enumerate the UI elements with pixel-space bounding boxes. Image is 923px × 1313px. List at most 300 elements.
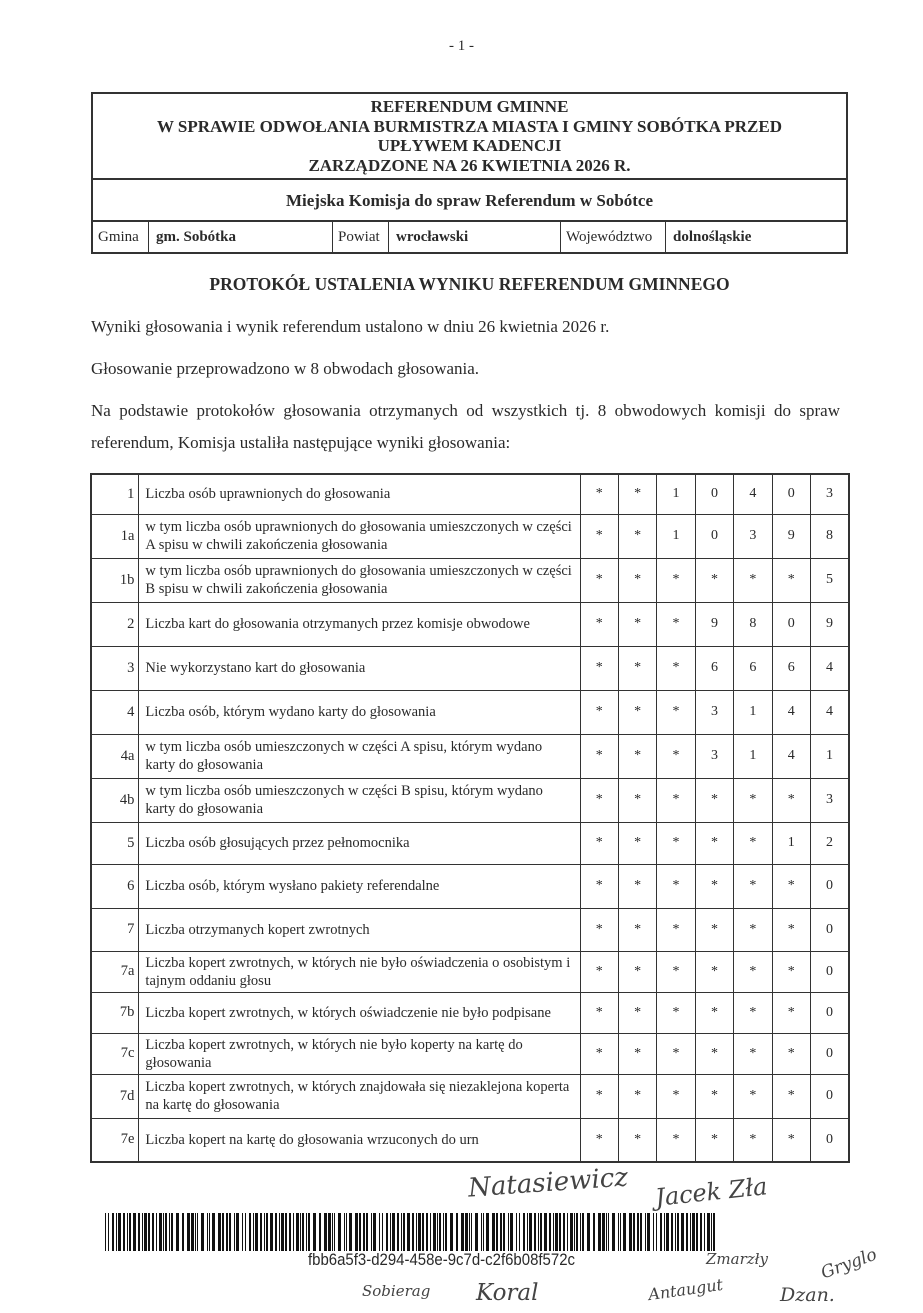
table-row xyxy=(91,1118,849,1162)
row-number: 1b xyxy=(91,558,139,602)
barcode-bar xyxy=(496,1213,498,1251)
barcode-bar xyxy=(275,1213,277,1251)
barcode-bar xyxy=(346,1213,347,1251)
digit-cell: * xyxy=(657,822,695,864)
barcode-bar xyxy=(255,1213,258,1251)
protocol-title: PROTOKÓŁ USTALENIA WYNIKU REFERENDUM GMINNEGO xyxy=(209,274,730,294)
barcode-bar xyxy=(379,1213,380,1251)
digit-cell: * xyxy=(618,951,656,992)
digit-cell: * xyxy=(734,992,772,1033)
table-row xyxy=(91,474,849,514)
digit-cell: 5 xyxy=(810,558,849,602)
digit-cell: 6 xyxy=(734,646,772,690)
barcode-bar xyxy=(334,1213,335,1251)
row-number: 2 xyxy=(91,602,139,646)
row-description: Liczba osób uprawnionych do głosowania xyxy=(139,474,580,514)
digit-cell: 1 xyxy=(734,690,772,734)
digit-cell: * xyxy=(657,558,695,602)
barcode-bar xyxy=(212,1213,215,1251)
barcode-bar xyxy=(656,1213,657,1251)
digit-cell: * xyxy=(734,1118,772,1162)
barcode-bar xyxy=(148,1213,150,1251)
digit-cell: * xyxy=(618,558,656,602)
barcode-bar xyxy=(226,1213,228,1251)
barcode-bar xyxy=(618,1213,619,1251)
barcode-bar xyxy=(253,1213,254,1251)
digit-cell: * xyxy=(734,864,772,908)
barcode-bar xyxy=(606,1213,607,1251)
barcode-bar xyxy=(390,1213,391,1251)
digit-cell: 3 xyxy=(734,514,772,558)
barcode-bar xyxy=(386,1213,388,1251)
barcode-bar xyxy=(371,1213,372,1251)
barcode-bar xyxy=(373,1213,376,1251)
title-line: REFERENDUM GMINNE xyxy=(370,97,569,116)
barcode-bar xyxy=(508,1213,509,1251)
row-number: 1 xyxy=(91,474,139,514)
digit-cell: * xyxy=(580,992,618,1033)
digit-cell: * xyxy=(772,951,810,992)
barcode-bar xyxy=(289,1213,291,1251)
digit-cell: * xyxy=(618,514,656,558)
row-description: w tym liczba osób uprawnionych do głosowania umieszczonych w części B spisu w chwili zakończenia głosowania xyxy=(139,558,580,602)
barcode-bar xyxy=(704,1213,705,1251)
digit-cell: 0 xyxy=(810,1033,849,1074)
digit-cell: * xyxy=(657,646,695,690)
digit-cell: * xyxy=(580,951,618,992)
barcode-bar xyxy=(264,1213,265,1251)
barcode-bar xyxy=(105,1213,106,1251)
barcode-bar xyxy=(118,1213,121,1251)
barcode-bar xyxy=(300,1213,301,1251)
barcode-bar xyxy=(222,1213,224,1251)
barcode-bar xyxy=(602,1213,605,1251)
barcode-bar xyxy=(169,1213,170,1251)
barcode-bar xyxy=(285,1213,287,1251)
digit-cell: * xyxy=(734,908,772,951)
barcode-bar xyxy=(544,1213,547,1251)
referendum-header xyxy=(91,92,848,254)
digit-cell: 2 xyxy=(810,822,849,864)
barcode-bar xyxy=(593,1213,595,1251)
row-number: 4 xyxy=(91,690,139,734)
barcode-bar xyxy=(483,1213,484,1251)
digit-cell: * xyxy=(618,778,656,822)
digit-cell: * xyxy=(618,734,656,778)
barcode-bar xyxy=(382,1213,383,1251)
digit-cell: * xyxy=(580,602,618,646)
barcode-bar xyxy=(332,1213,333,1251)
wojewodztwo-value: dolnośląskie xyxy=(673,229,752,245)
digit-cell: 3 xyxy=(695,734,733,778)
commission-name: Miejska Komisja do spraw Referendum w Sobótce xyxy=(93,180,846,222)
digit-cell: * xyxy=(734,1033,772,1074)
digit-cell: 0 xyxy=(810,1118,849,1162)
barcode-bar xyxy=(187,1213,190,1251)
barcode-bar xyxy=(296,1213,299,1251)
digit-cell: 0 xyxy=(695,514,733,558)
barcode-bar xyxy=(660,1213,662,1251)
row-number: 7c xyxy=(91,1033,139,1074)
digit-cell: * xyxy=(618,822,656,864)
signature: Jacek Zła xyxy=(653,1172,769,1212)
digit-cell: * xyxy=(618,992,656,1033)
barcode-bar xyxy=(629,1213,632,1251)
barcode-bar xyxy=(582,1213,584,1251)
digit-cell: * xyxy=(580,474,618,514)
barcode-bar xyxy=(403,1213,405,1251)
barcode-bar xyxy=(492,1213,495,1251)
digit-cell: 4 xyxy=(810,690,849,734)
barcode-bar xyxy=(401,1213,402,1251)
barcode-bar xyxy=(640,1213,642,1251)
results-table xyxy=(90,473,850,1163)
digit-cell: * xyxy=(618,474,656,514)
barcode-bar xyxy=(112,1213,114,1251)
digit-cell: 4 xyxy=(772,690,810,734)
barcode-bar xyxy=(707,1213,710,1251)
row-description: Liczba kart do głosowania otrzymanych przez komisje obwodowe xyxy=(139,602,580,646)
barcode-bar xyxy=(426,1213,428,1251)
barcode-bar xyxy=(633,1213,635,1251)
barcode-bar xyxy=(359,1213,361,1251)
digit-cell: * xyxy=(580,1033,618,1074)
digit-cell: * xyxy=(695,558,733,602)
row-description: w tym liczba osób uprawnionych do głosowania umieszczonych w części A spisu w chwili zakończenia głosowania xyxy=(139,514,580,558)
barcode-bar xyxy=(123,1213,125,1251)
barcode-bar xyxy=(471,1213,472,1251)
row-number: 1a xyxy=(91,514,139,558)
barcode-bar xyxy=(671,1213,673,1251)
barcode-bar xyxy=(197,1213,198,1251)
basis-paragraph: Na podstawie protokołów głosowania otrzymanych od wszystkich tj. 8 obwodowych komisji do spraw referendum, Komisja ustaliła następujące wyniki głosowania: xyxy=(91,401,840,452)
table-row xyxy=(91,646,849,690)
row-number: 6 xyxy=(91,864,139,908)
digit-cell: 0 xyxy=(810,908,849,951)
barcode-bar xyxy=(519,1213,520,1251)
table-row xyxy=(91,1074,849,1118)
barcode-bar xyxy=(481,1213,482,1251)
row-number: 5 xyxy=(91,822,139,864)
barcode-bar xyxy=(503,1213,505,1251)
barcode-bar xyxy=(249,1213,251,1251)
signature: Gryglo xyxy=(818,1244,880,1284)
barcode-bar xyxy=(392,1213,395,1251)
row-description: Liczba otrzymanych kopert zwrotnych xyxy=(139,908,580,951)
digit-cell: 4 xyxy=(810,646,849,690)
digit-cell: * xyxy=(772,908,810,951)
barcode-bar xyxy=(416,1213,417,1251)
digit-cell: * xyxy=(772,992,810,1033)
signature: Antaugut xyxy=(647,1274,725,1305)
barcode-bar xyxy=(182,1213,184,1251)
table-row xyxy=(91,690,849,734)
digit-cell: * xyxy=(580,822,618,864)
digit-cell: * xyxy=(695,864,733,908)
digit-cell: 4 xyxy=(734,474,772,514)
digit-cell: 9 xyxy=(810,602,849,646)
digit-cell: 0 xyxy=(810,992,849,1033)
barcode-bar xyxy=(159,1213,162,1251)
digit-cell: * xyxy=(580,558,618,602)
digit-cell: * xyxy=(580,514,618,558)
gmina-value: gm. Sobótka xyxy=(149,222,333,252)
barcode-bar xyxy=(608,1213,609,1251)
barcode-bar xyxy=(559,1213,561,1251)
digit-cell: * xyxy=(657,1074,695,1118)
row-number: 4a xyxy=(91,734,139,778)
barcode-bar xyxy=(700,1213,702,1251)
digit-cell: * xyxy=(657,951,695,992)
digit-cell: * xyxy=(734,558,772,602)
digit-cell: * xyxy=(695,1033,733,1074)
barcode-bar xyxy=(270,1213,273,1251)
barcode-bar xyxy=(209,1213,210,1251)
digit-cell: * xyxy=(734,822,772,864)
digit-cell: 0 xyxy=(695,474,733,514)
barcode-bar xyxy=(218,1213,221,1251)
signature: Natasiewicz xyxy=(467,1162,629,1204)
barcode-bar xyxy=(129,1213,131,1251)
digit-cell: * xyxy=(580,864,618,908)
barcode-bar xyxy=(293,1213,294,1251)
digit-cell: * xyxy=(772,864,810,908)
barcode-bar xyxy=(456,1213,458,1251)
row-description: Liczba kopert zwrotnych, w których oświadczenie nie było podpisane xyxy=(139,992,580,1033)
digit-cell: * xyxy=(734,951,772,992)
barcode xyxy=(105,1213,720,1251)
row-number: 3 xyxy=(91,646,139,690)
barcode-bar xyxy=(266,1213,268,1251)
signature: Koral xyxy=(476,1280,539,1306)
barcode-bar xyxy=(465,1213,468,1251)
barcode-bar xyxy=(171,1213,173,1251)
title-line: UPŁYWEM KADENCJI xyxy=(377,136,562,155)
digit-cell: 8 xyxy=(734,602,772,646)
barcode-bar xyxy=(549,1213,551,1251)
barcode-bar xyxy=(229,1213,231,1251)
barcode-bar xyxy=(234,1213,235,1251)
digit-cell: 0 xyxy=(772,474,810,514)
barcode-bar xyxy=(355,1213,358,1251)
barcode-bar xyxy=(443,1213,444,1251)
table-row xyxy=(91,514,849,558)
barcode-bar xyxy=(308,1213,310,1251)
digit-cell: 1 xyxy=(772,822,810,864)
barcode-bar xyxy=(580,1213,581,1251)
barcode-bar xyxy=(245,1213,246,1251)
signature: Zmarzły xyxy=(706,1250,768,1268)
barcode-bar xyxy=(236,1213,239,1251)
digit-cell: 4 xyxy=(772,734,810,778)
row-description: Nie wykorzystano kart do głosowania xyxy=(139,646,580,690)
barcode-bar xyxy=(653,1213,654,1251)
barcode-bar xyxy=(666,1213,669,1251)
barcode-bar xyxy=(422,1213,424,1251)
barcode-bar xyxy=(690,1213,691,1251)
barcode-bar xyxy=(165,1213,167,1251)
barcode-bar xyxy=(500,1213,502,1251)
row-number: 4b xyxy=(91,778,139,822)
barcode-bar xyxy=(418,1213,421,1251)
digit-cell: * xyxy=(734,778,772,822)
digit-cell: * xyxy=(580,778,618,822)
districts-paragraph: Głosowanie przeprowadzono w 8 obwodach głosowania. xyxy=(91,359,480,378)
digit-cell: * xyxy=(657,1118,695,1162)
table-row xyxy=(91,734,849,778)
digit-cell: * xyxy=(657,778,695,822)
powiat-value: wrocławski xyxy=(389,222,561,252)
barcode-bar xyxy=(437,1213,438,1251)
location-row xyxy=(93,222,846,252)
row-description: w tym liczba osób umieszczonych w części A spisu, którym wydano karty do głosowania xyxy=(139,734,580,778)
barcode-text: fbb6a5f3-d294-458e-9c7d-c2f6b08f572c xyxy=(308,1250,575,1269)
table-row xyxy=(91,864,849,908)
digit-cell: * xyxy=(695,908,733,951)
digit-cell: * xyxy=(772,1118,810,1162)
digit-cell: * xyxy=(657,690,695,734)
title-line: W SPRAWIE ODWOŁANIA BURMISTRZA MIASTA I GMINY SOBÓTKA PRZED xyxy=(156,116,782,136)
row-number: 7 xyxy=(91,908,139,951)
digit-cell: * xyxy=(580,646,618,690)
barcode-bar xyxy=(207,1213,208,1251)
digit-cell: 0 xyxy=(810,864,849,908)
digit-cell: * xyxy=(772,1033,810,1074)
barcode-bar xyxy=(450,1213,453,1251)
barcode-bar xyxy=(281,1213,284,1251)
barcode-bar xyxy=(176,1213,179,1251)
digit-cell: 6 xyxy=(695,646,733,690)
table-row xyxy=(91,778,849,822)
digit-cell: 0 xyxy=(810,951,849,992)
barcode-bar xyxy=(133,1213,136,1251)
digit-cell: 1 xyxy=(657,474,695,514)
barcode-bar xyxy=(677,1213,679,1251)
barcode-bar xyxy=(338,1213,341,1251)
barcode-bar xyxy=(527,1213,528,1251)
row-description: Liczba kopert zwrotnych, w których nie było koperty na kartę do głosowania xyxy=(139,1033,580,1074)
digit-cell: 9 xyxy=(695,602,733,646)
barcode-bar xyxy=(363,1213,365,1251)
row-description: Liczba osób, którym wydano karty do głosowania xyxy=(139,690,580,734)
barcode-bar xyxy=(538,1213,539,1251)
digit-cell: * xyxy=(580,690,618,734)
barcode-bar xyxy=(686,1213,688,1251)
digit-cell: 1 xyxy=(657,514,695,558)
digit-cell: * xyxy=(580,1074,618,1118)
digit-cell: * xyxy=(657,734,695,778)
barcode-bar xyxy=(302,1213,304,1251)
barcode-bar xyxy=(563,1213,565,1251)
wojewodztwo-label: Województwo xyxy=(561,222,666,252)
barcode-bar xyxy=(540,1213,542,1251)
barcode-bar xyxy=(242,1213,243,1251)
result-date-paragraph: Wyniki głosowania i wynik referendum ustalono w dniu 26 kwietnia 2026 r. xyxy=(91,317,610,336)
digit-cell: * xyxy=(618,1074,656,1118)
signature: Dzan. xyxy=(780,1284,835,1306)
barcode-bar xyxy=(576,1213,578,1251)
barcode-bar xyxy=(439,1213,441,1251)
barcode-bar xyxy=(412,1213,414,1251)
barcode-bar xyxy=(142,1213,143,1251)
digit-cell: 3 xyxy=(810,474,849,514)
row-number: 7d xyxy=(91,1074,139,1118)
digit-cell: 1 xyxy=(810,734,849,778)
barcode-bar xyxy=(523,1213,525,1251)
barcode-bar xyxy=(397,1213,399,1251)
barcode-bar xyxy=(324,1213,327,1251)
barcode-bar xyxy=(195,1213,196,1251)
row-description: w tym liczba osób umieszczonych w części B spisu, którym wydano karty do głosowania xyxy=(139,778,580,822)
barcode-bar xyxy=(567,1213,568,1251)
digit-cell: 9 xyxy=(772,514,810,558)
barcode-bar xyxy=(260,1213,262,1251)
barcode-bar xyxy=(623,1213,626,1251)
powiat-label: Powiat xyxy=(333,222,389,252)
barcode-bar xyxy=(430,1213,431,1251)
barcode-bar xyxy=(675,1213,676,1251)
digit-cell: * xyxy=(695,822,733,864)
barcode-bar xyxy=(570,1213,573,1251)
row-number: 7a xyxy=(91,951,139,992)
barcode-bar xyxy=(516,1213,517,1251)
barcode-bar xyxy=(647,1213,650,1251)
digit-cell: * xyxy=(772,558,810,602)
digit-cell: * xyxy=(657,908,695,951)
barcode-bar xyxy=(620,1213,621,1251)
digit-cell: * xyxy=(618,908,656,951)
barcode-bar xyxy=(664,1213,665,1251)
digit-cell: 6 xyxy=(772,646,810,690)
barcode-bar xyxy=(510,1213,513,1251)
barcode-bar xyxy=(366,1213,368,1251)
page-number: - 1 - xyxy=(449,38,474,54)
row-description: Liczba kopert zwrotnych, w których znajdowała się niezaklejona koperta na kartę do głosowania xyxy=(139,1074,580,1118)
barcode-bar xyxy=(555,1213,558,1251)
barcode-bar xyxy=(319,1213,321,1251)
barcode-bar xyxy=(711,1213,712,1251)
digit-cell: * xyxy=(657,992,695,1033)
barcode-bar xyxy=(553,1213,554,1251)
title-line: ZARZĄDZONE NA 26 KWIETNIA 2026 R. xyxy=(308,155,631,175)
digit-cell: * xyxy=(618,602,656,646)
digit-cell: * xyxy=(618,864,656,908)
barcode-bar xyxy=(433,1213,436,1251)
barcode-bar xyxy=(191,1213,194,1251)
barcode-bar xyxy=(306,1213,307,1251)
barcode-bar xyxy=(534,1213,536,1251)
digit-cell: * xyxy=(695,951,733,992)
barcode-bar xyxy=(163,1213,164,1251)
barcode-bar xyxy=(445,1213,447,1251)
barcode-bar xyxy=(116,1213,117,1251)
digit-cell: * xyxy=(618,1033,656,1074)
digit-cell: 8 xyxy=(810,514,849,558)
barcode-bar xyxy=(475,1213,478,1251)
barcode-bar xyxy=(692,1213,695,1251)
barcode-bar xyxy=(279,1213,280,1251)
digit-cell: 0 xyxy=(810,1074,849,1118)
digit-cell: * xyxy=(657,1033,695,1074)
digit-cell: * xyxy=(580,734,618,778)
barcode-bar xyxy=(328,1213,331,1251)
table-row xyxy=(91,558,849,602)
digit-cell: * xyxy=(657,602,695,646)
barcode-bar xyxy=(637,1213,639,1251)
digit-cell: * xyxy=(618,646,656,690)
referendum-title xyxy=(93,94,846,180)
table-row xyxy=(91,822,849,864)
